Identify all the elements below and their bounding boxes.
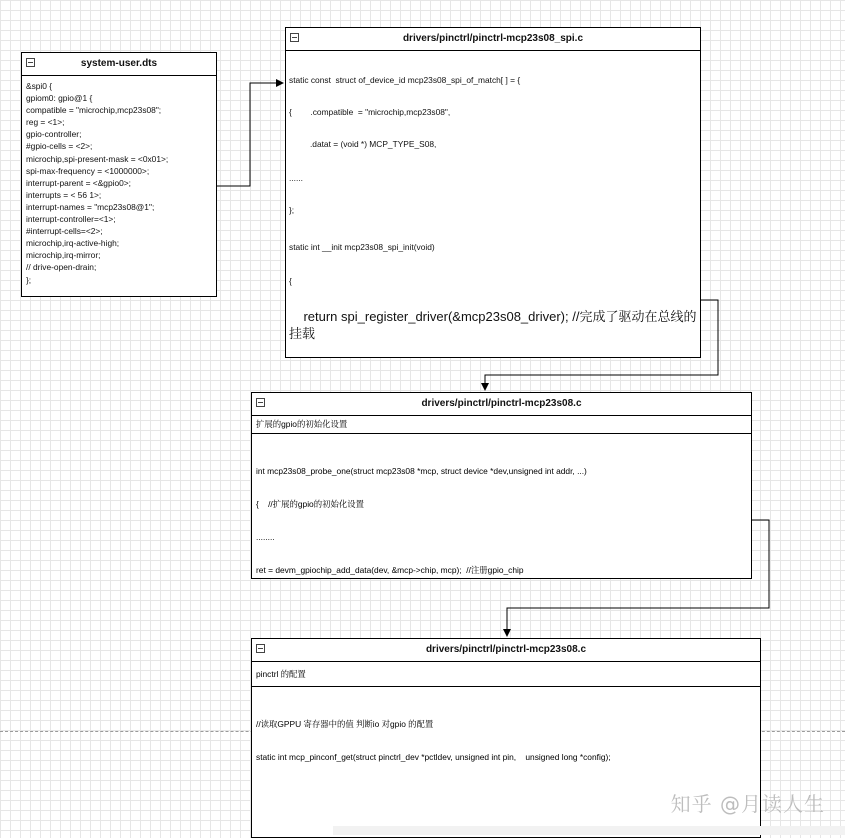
dts-line: #interrupt-cells=<2>; <box>26 226 103 237</box>
code-line: }; <box>289 205 295 215</box>
pinconf-box-title: drivers/pinctrl/pinctrl-mcp23s08.c <box>425 644 587 655</box>
code-line: ret = devm_gpiochip_add_data(dev, &mcp->chip, mcp); //注册gpio_chip <box>256 565 524 575</box>
spi-box-body <box>286 51 700 358</box>
pinconf-box-header[interactable] <box>252 639 760 662</box>
dts-line: interrupt-names = "mcp23s08@1"; <box>26 201 155 212</box>
watermark: 知乎 @月读人生 <box>670 792 825 816</box>
code-line: { .compatible = "microchip,mcp23s08", <box>289 107 451 117</box>
spi-box-header[interactable] <box>286 28 700 51</box>
dts-line: gpio-controller; <box>26 129 82 140</box>
dts-line: interrupt-controller=<1>; <box>26 214 116 225</box>
code-line: static const struct of_device_id mcp23s08_spi_of_match[ ] = { <box>289 75 521 85</box>
dts-line: microchip,spi-present-mask = <0x01>; <box>26 153 169 164</box>
code-line: static int __init mcp23s08_spi_init(void) <box>289 242 435 252</box>
core-box-header[interactable] <box>252 393 751 416</box>
code-line: ........ <box>256 532 275 542</box>
dts-box-body <box>22 76 216 290</box>
bottom-scrollbar-track[interactable] <box>333 826 845 835</box>
core-box-description: 扩展的gpio的初始化设置 <box>252 416 751 434</box>
core-box[interactable] <box>251 392 752 579</box>
core-box-title: drivers/pinctrl/pinctrl-mcp23s08.c <box>421 398 582 409</box>
code-line: static int mcp_pinconf_get(struct pinctrl_dev *pctldev, unsigned int pin, unsigned long *config); <box>256 752 611 762</box>
dts-line: reg = <1>; <box>26 117 65 128</box>
collapse-icon[interactable] <box>26 58 35 67</box>
dts-line: }; <box>26 274 32 285</box>
connector-dts-to-spi <box>217 83 283 186</box>
collapse-icon[interactable] <box>290 33 299 42</box>
collapse-icon[interactable] <box>256 398 265 407</box>
core-box-code <box>252 434 751 579</box>
spi-box-title: drivers/pinctrl/pinctrl-mcp23s08_spi.c <box>402 33 584 44</box>
code-line: .datat = (void *) MCP_TYPE_S08, <box>289 139 437 149</box>
code-line: { <box>289 276 292 286</box>
dts-box-title: system-user.dts <box>80 58 158 69</box>
code-line: int mcp23s08_probe_one(struct mcp23s08 *mcp, struct device *dev,unsigned int addr, ...) <box>256 466 587 476</box>
dts-line: // drive-open-drain; <box>26 262 97 273</box>
dts-line: microchip,irq-active-high; <box>26 238 120 249</box>
dts-line: compatible = "microchip,mcp23s08"; <box>26 105 162 116</box>
dts-line: interrupts = < 56 1>; <box>26 189 102 200</box>
code-line-register-driver: return spi_register_driver(&mcp23s08_driver); //完成了驱动在总线的挂载 <box>289 309 697 341</box>
pinconf-box-description: pinctrl 的配置 <box>252 662 760 687</box>
collapse-icon[interactable] <box>256 644 265 653</box>
dts-line: #gpio-cells = <2>; <box>26 141 93 152</box>
dts-line: &spi0 { <box>26 81 53 91</box>
dts-box[interactable] <box>21 52 217 297</box>
code-line: //读取GPPU 寄存器中的值 判断io 对gpio 的配置 <box>256 719 434 729</box>
dts-line: interrupt-parent = <&gpio0>; <box>26 177 131 188</box>
spi-box[interactable] <box>285 27 701 358</box>
code-line: { //扩展的gpio的初始化设置 <box>256 499 364 509</box>
code-line: ...... <box>289 173 303 183</box>
dts-box-header[interactable] <box>22 53 216 76</box>
dts-line: microchip,irq-mirror; <box>26 250 101 261</box>
dts-line: spi-max-frequency = <1000000>; <box>26 165 150 176</box>
dts-line: gpiom0: gpio@1 { <box>26 93 93 104</box>
